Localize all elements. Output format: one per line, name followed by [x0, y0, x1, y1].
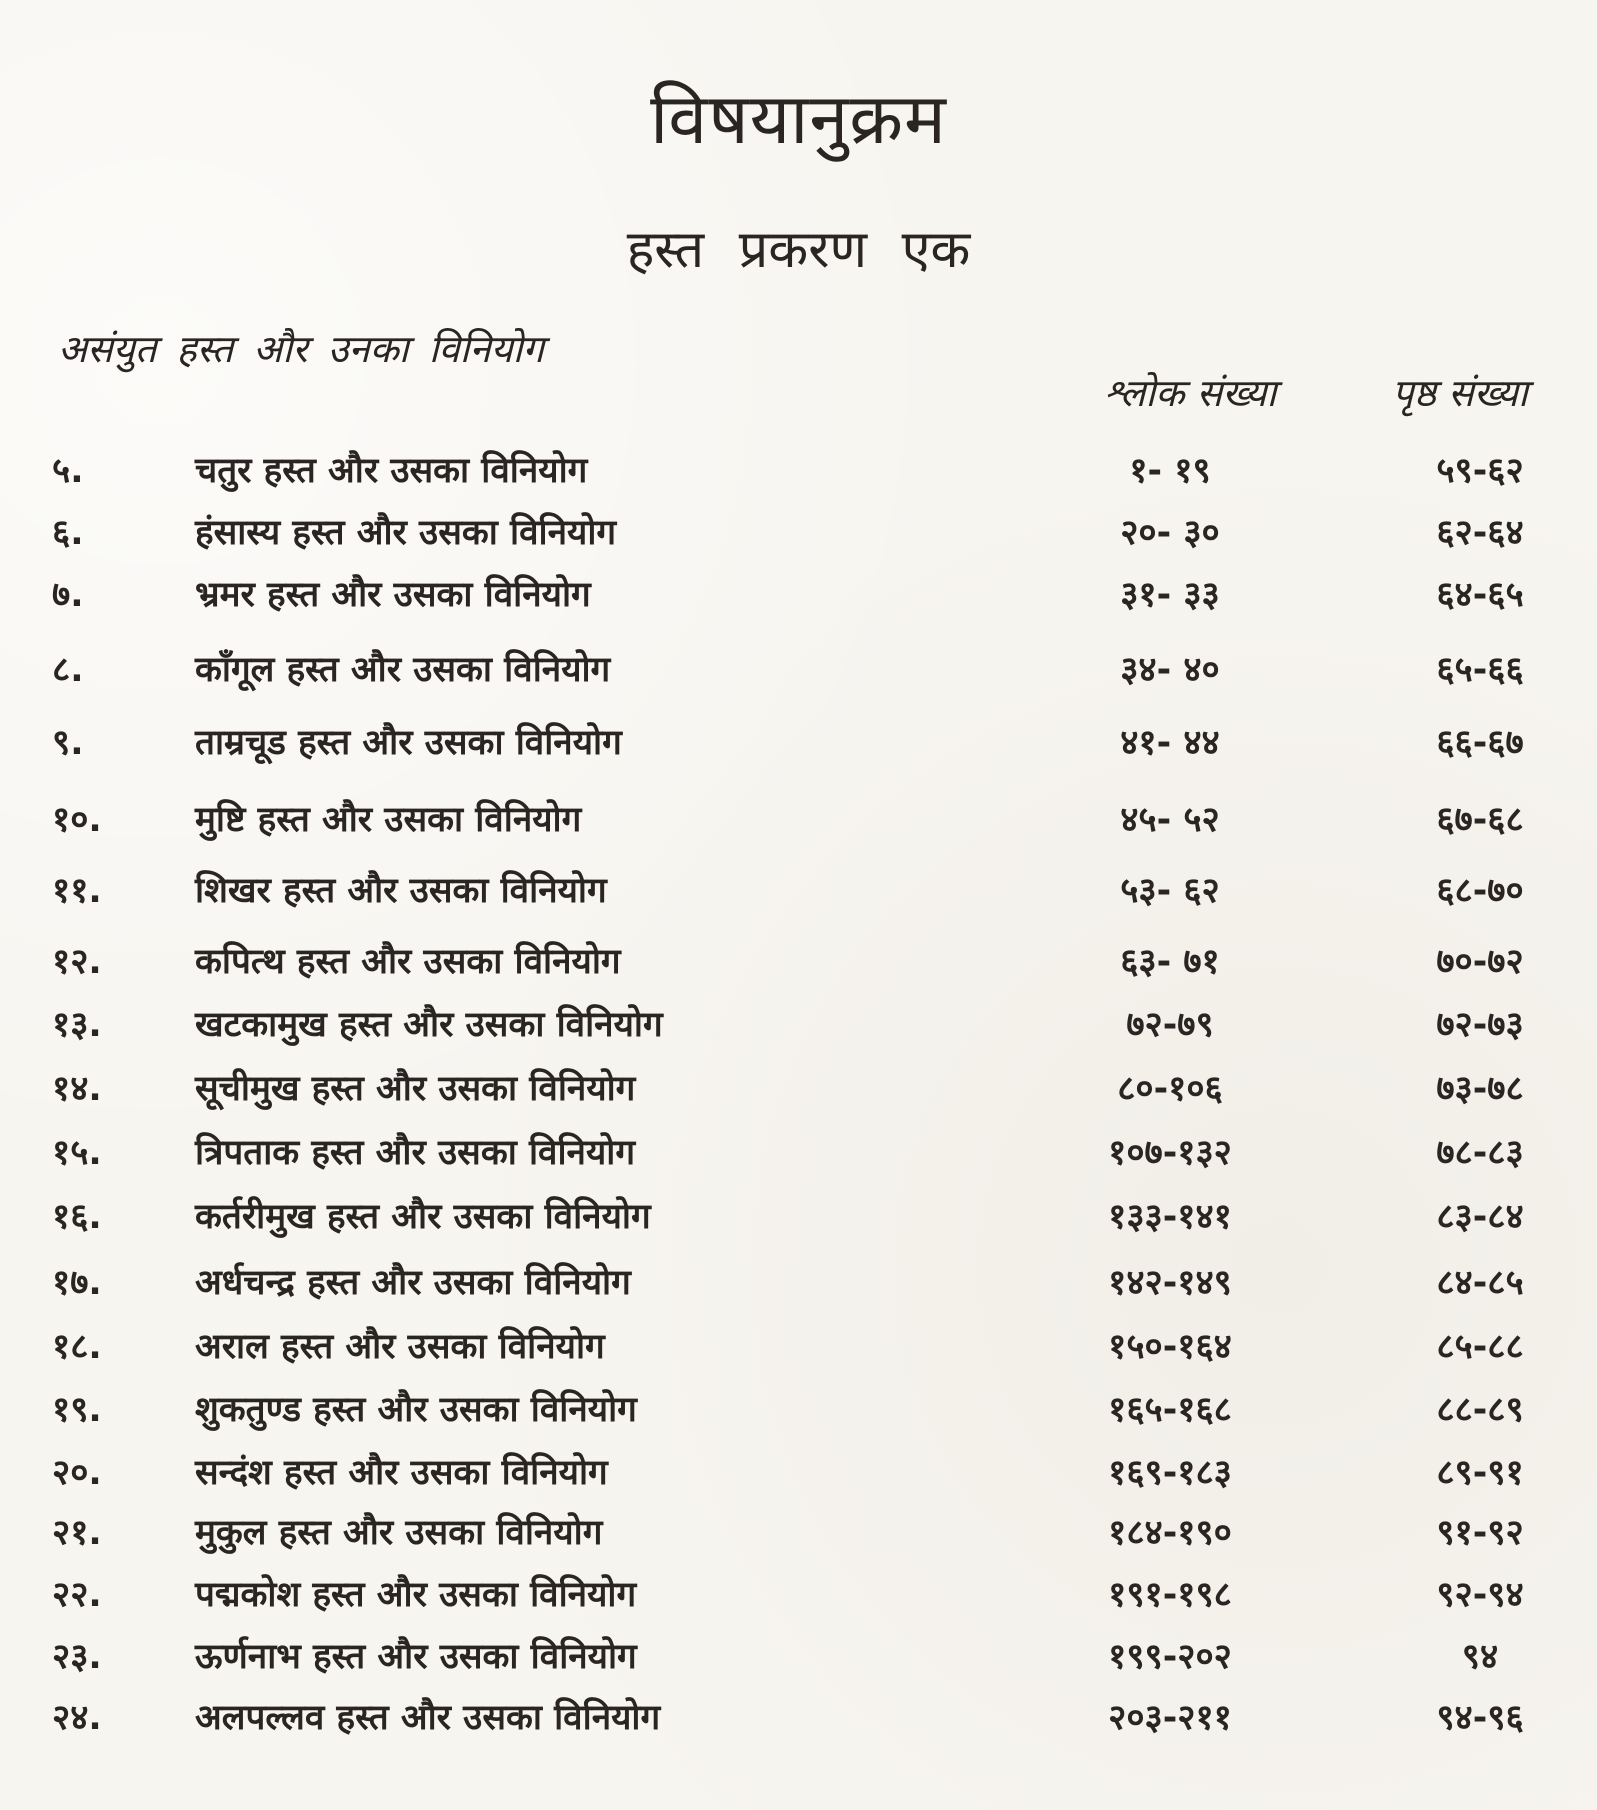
- entry-number: ९.: [52, 723, 84, 763]
- entry-page-range: ८९-९१: [1436, 1453, 1524, 1493]
- entry-shloka-range: १९१-१९८: [1108, 1575, 1232, 1615]
- toc-row: [0, 1508, 1597, 1558]
- entry-page-range: ९२-९४: [1436, 1575, 1524, 1615]
- entry-number: १५.: [52, 1133, 102, 1173]
- entry-number: २२.: [52, 1575, 102, 1615]
- entry-number: २४.: [52, 1698, 102, 1738]
- entry-page-range: ७८-८३: [1436, 1133, 1524, 1173]
- column-header-shloka: श्लोक संख्या: [1104, 371, 1277, 415]
- page-title: विषयानुक्रम: [650, 78, 947, 160]
- entry-number: ११.: [52, 871, 102, 911]
- toc-row: [0, 1385, 1597, 1435]
- entry-shloka-range: १३३-१४१: [1108, 1197, 1232, 1237]
- toc-row: [0, 1632, 1597, 1682]
- entry-number: १६.: [52, 1197, 102, 1237]
- section-heading: असंयुत हस्त और उनका विनियोग: [58, 327, 544, 371]
- toc-row: [0, 1322, 1597, 1372]
- entry-page-range: ७०-७२: [1436, 942, 1524, 982]
- entry-title: त्रिपताक हस्त और उसका विनियोग: [195, 1133, 636, 1173]
- entry-shloka-range: १६९-१८३: [1108, 1453, 1232, 1493]
- entry-title: अर्धचन्द्र हस्त और उसका विनियोग: [195, 1263, 631, 1303]
- entry-shloka-range: १६५-१६८: [1108, 1390, 1232, 1430]
- entry-shloka-range: १४२-१४९: [1108, 1263, 1232, 1303]
- entry-number: १९.: [52, 1390, 102, 1430]
- entry-number: १७.: [52, 1263, 102, 1303]
- entry-number: १२.: [52, 942, 102, 982]
- entry-title: हंसास्य हस्त और उसका विनियोग: [195, 513, 617, 553]
- toc-row: [0, 645, 1597, 695]
- toc-row: [0, 1448, 1597, 1498]
- entry-page-range: ९४-९६: [1436, 1698, 1524, 1738]
- toc-row: [0, 1570, 1597, 1620]
- toc-row: [0, 446, 1597, 496]
- entry-page-range: ५९-६२: [1436, 451, 1524, 491]
- entry-shloka-range: ३४- ४०: [1120, 650, 1220, 690]
- entry-number: २०.: [52, 1453, 102, 1493]
- entry-shloka-range: १८४-१९०: [1108, 1513, 1232, 1553]
- entry-title: काँगूल हस्त और उसका विनियोग: [195, 650, 611, 690]
- entry-page-range: ९४: [1461, 1637, 1499, 1677]
- entry-page-range: ९१-९२: [1436, 1513, 1524, 1553]
- entry-shloka-range: २०- ३०: [1120, 513, 1220, 553]
- entry-title: पद्मकोश हस्त और उसका विनियोग: [195, 1575, 637, 1615]
- entry-title: खटकामुख हस्त और उसका विनियोग: [195, 1005, 663, 1045]
- entry-shloka-range: ७२-७९: [1126, 1005, 1214, 1045]
- chapter-subtitle: हस्त प्रकरण एक: [626, 220, 971, 280]
- entry-page-range: ७२-७३: [1436, 1005, 1524, 1045]
- entry-shloka-range: १०७-१३२: [1108, 1133, 1232, 1173]
- toc-row: [0, 1192, 1597, 1242]
- entry-number: ६.: [52, 513, 84, 553]
- toc-row: [0, 1258, 1597, 1308]
- entry-number: ८.: [52, 650, 84, 690]
- entry-title: सूचीमुख हस्त और उसका विनियोग: [195, 1069, 636, 1109]
- entry-shloka-range: १- १९: [1129, 451, 1211, 491]
- entry-title: सन्दंश हस्त और उसका विनियोग: [195, 1453, 608, 1493]
- entry-page-range: ८४-८५: [1436, 1263, 1524, 1303]
- toc-row: [0, 570, 1597, 620]
- entry-number: २३.: [52, 1637, 102, 1677]
- entry-title: शिखर हस्त और उसका विनियोग: [195, 871, 607, 911]
- entry-title: ताम्रचूड हस्त और उसका विनियोग: [195, 723, 622, 763]
- entry-shloka-range: ४५- ५२: [1120, 800, 1220, 840]
- entry-shloka-range: १९९-२०२: [1108, 1637, 1232, 1677]
- column-header-page: पृष्ठ संख्या: [1392, 371, 1528, 415]
- toc-row: [0, 866, 1597, 916]
- entry-shloka-range: ३१- ३३: [1120, 575, 1220, 615]
- toc-row: [0, 718, 1597, 768]
- entry-page-range: ६६-६७: [1436, 723, 1524, 763]
- entry-title: ऊर्णनाभ हस्त और उसका विनियोग: [195, 1637, 637, 1677]
- toc-row: [0, 1064, 1597, 1114]
- entry-title: कर्तरीमुख हस्त और उसका विनियोग: [195, 1197, 651, 1237]
- entry-number: १३.: [52, 1005, 102, 1045]
- entry-page-range: ६४-६५: [1436, 575, 1524, 615]
- entry-number: २१.: [52, 1513, 102, 1553]
- entry-shloka-range: ६३- ७१: [1120, 942, 1220, 982]
- entry-number: ७.: [52, 575, 84, 615]
- entry-title: चतुर हस्त और उसका विनियोग: [195, 451, 588, 491]
- entry-page-range: ६५-६६: [1436, 650, 1524, 690]
- toc-row: [0, 795, 1597, 845]
- entry-shloka-range: ४१- ४४: [1120, 723, 1220, 763]
- entry-number: १४.: [52, 1069, 102, 1109]
- toc-row: [0, 1128, 1597, 1178]
- entry-title: अराल हस्त और उसका विनियोग: [195, 1327, 605, 1367]
- toc-row: [0, 937, 1597, 987]
- entry-title: कपित्थ हस्त और उसका विनियोग: [195, 942, 621, 982]
- entry-number: १८.: [52, 1327, 102, 1367]
- entry-page-range: ८५-८८: [1436, 1327, 1524, 1367]
- entry-title: अलपल्लव हस्त और उसका विनियोग: [195, 1698, 661, 1738]
- entry-shloka-range: ५३- ६२: [1120, 871, 1220, 911]
- entry-title: मुष्टि हस्त और उसका विनियोग: [195, 800, 582, 840]
- entry-page-range: ६७-६८: [1436, 800, 1524, 840]
- entry-number: १०.: [52, 800, 102, 840]
- toc-row: [0, 1000, 1597, 1050]
- entry-title: शुकतुण्ड हस्त और उसका विनियोग: [195, 1390, 637, 1430]
- entry-page-range: ८८-८९: [1436, 1390, 1524, 1430]
- entry-title: भ्रमर हस्त और उसका विनियोग: [195, 575, 591, 615]
- entry-shloka-range: १५०-१६४: [1108, 1327, 1232, 1367]
- entry-page-range: ६२-६४: [1436, 513, 1524, 553]
- toc-row: [0, 1693, 1597, 1743]
- entry-number: ५.: [52, 451, 84, 491]
- toc-row: [0, 508, 1597, 558]
- entry-shloka-range: ८०-१०६: [1117, 1069, 1223, 1109]
- entry-page-range: ६८-७०: [1436, 871, 1524, 911]
- entry-shloka-range: २०३-२११: [1108, 1698, 1232, 1738]
- entry-title: मुकुल हस्त और उसका विनियोग: [195, 1513, 603, 1553]
- entry-page-range: ८३-८४: [1436, 1197, 1524, 1237]
- entry-page-range: ७३-७८: [1436, 1069, 1524, 1109]
